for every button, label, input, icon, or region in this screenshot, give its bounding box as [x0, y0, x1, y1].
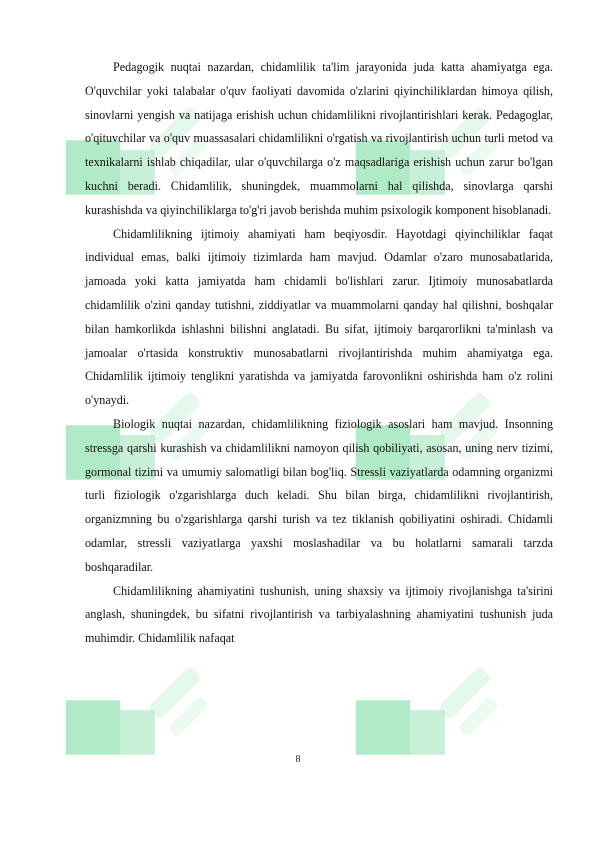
paragraph: Chidamlilikning ahamiyatini tushunish, uning shaxsiy va ijtimoiy rivojlanishga ta'sirini anglash, shuningdek, bu sifatni rivojlantirish va tarbiyalashning ahamiyatini tushunish juda muhimdir. Chidamlilik nafaqat — [85, 583, 553, 646]
paragraph: Biologik nuqtai nazardan, chidamlilikning fiziologik asoslari ham mavjud. Insonning stressga qarshi kurashish va chidamlilikni namoyon qilish qobiliyati, asosan, uning nerv tizimi, gormonal tizimi va umumiy salomatligi bilan bog'liq. Stressli vaziyatlarda odamning organizmi turli fiziologik o'zgarishlarga duch keladi. Shu bilan birga, chidamlilikni rivojlantirish, organizmning bu o'zgarishlarga qarshi turish va tez tiklanish qobiliyatini oshiradi. Chidamli odamlar, stressli vaziyatlarga yaxshi moslashadilar va bu holatlarni samarali tarzda boshqaradilar. — [85, 416, 553, 574]
document-body — [85, 56, 553, 651]
paragraph: Chidamlilikning ijtimoiy ahamiyati ham beqiyosdir. Hayotdagi qiyinchiliklar faqat individual emas, balki ijtimoiy tizimlarda ham mavjud. Odamlar o'zaro munosabatlarida, jamoada yoki katta jamiyatda ham chidamli bo'lishlari zarur. Ijtimoiy munosabatlarda chidamlilik o'zini qanday tutishni, ziddiyatlar va muammolarni qanday hal qilishni, boshqalar bilan hamkorlikda ishlashni bilishni anglatadi. Bu sifat, ijtimoiy barqarorlikni ta'minlash va jamoalar o'rtasida konstruktiv munosabatlarni rivojlantirishda muhim ahamiyatga ega. Chidamlilik ijtimoiy tenglikni yaratishda va jamiyatda farovonlikni oshirishda ham o'z rolini o'ynaydi. — [85, 226, 553, 408]
page-number: 8 — [295, 754, 301, 765]
paragraph: Pedagogik nuqtai nazardan, chidamlilik ta'lim jarayonida juda katta ahamiyatga ega. O'quvchilar yoki talabalar o'quv faoliyati davomida o'zlarini qiyinchiliklardan himoya qilish, sinovlarni yengish va natijaga erishish uchun chidamlilikni rivojlantirishlari kerak. Pedagoglar, o'qituvchilar va o'quv muassasalari chidamlilikni o'rgatish va rivojlantirish uchun turli metod va texnikalarni ishlab chiqadilar, ular o'quvchilarga o'z maqsadlariga erishish uchun zarur bo'lgan kuchni beradi. Chidamlilik, shuningdek, muammolarni hal qilishda, sinovlarga qarshi kurashishda va qiyinchiliklarga to'g'ri javob berishda muhim psixologik komponent hisoblanadi. — [85, 60, 553, 217]
